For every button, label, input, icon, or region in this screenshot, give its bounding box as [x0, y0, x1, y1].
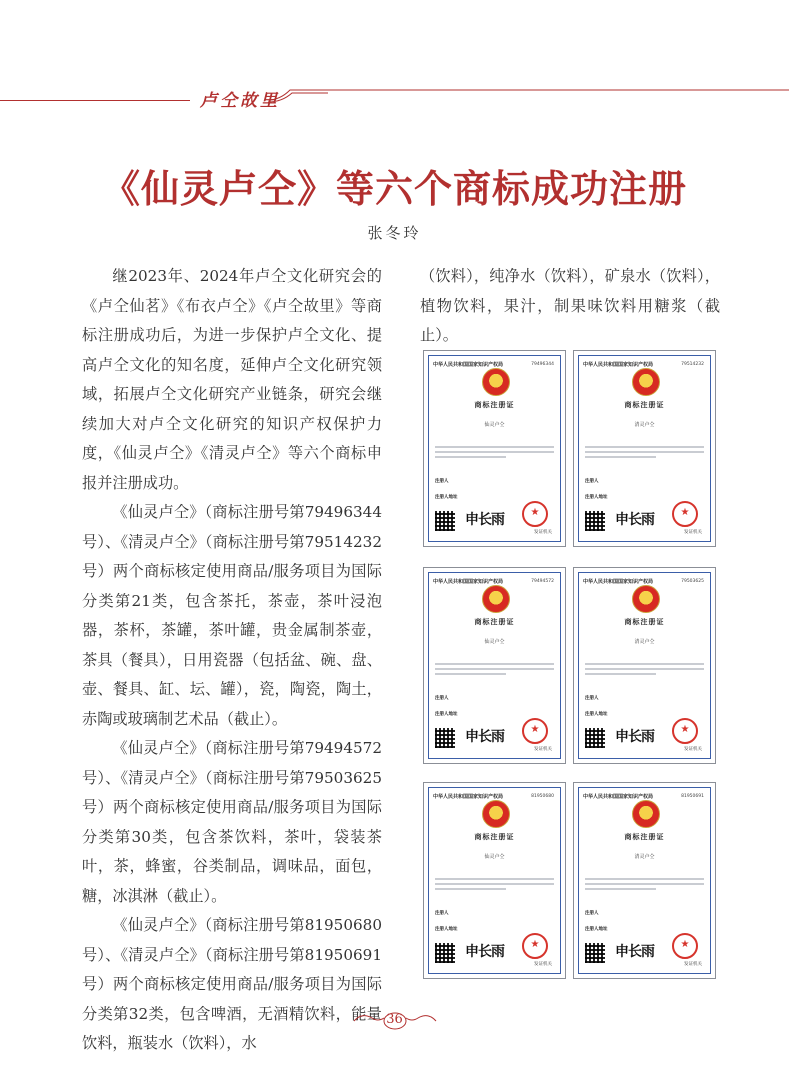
certificate-number: 79503625: [681, 579, 704, 584]
certificate-image: 中华人民共和国国家知识产权局 79514232 商标注册证 清灵卢仝 注册人 注册人地址 申长雨 ★ 发证机关: [573, 350, 716, 547]
signature: 申长雨: [615, 729, 654, 745]
paragraph: 继2023年、2024年卢仝文化研究会的《卢仝仙茗》《布衣卢仝》《卢仝故里》等商标注册成功后，为进一步保护卢仝文化、提高卢仝文化的知名度，延伸卢仝文化研究领域，拓展卢仝文化研究产业链条，研究会继续加大对卢仝文化研究的知识产权保护力度，《仙灵卢仝》《清灵卢仝》等六个商标申报并注册成功。: [82, 267, 382, 492]
qr-code-icon: [585, 728, 605, 748]
national-emblem-icon: [482, 800, 510, 828]
certificate-title: 商标注册证: [624, 400, 665, 409]
certificate-mark: 仙灵卢仝: [484, 854, 505, 860]
national-emblem-icon: [632, 368, 660, 396]
certificate-title: 商标注册证: [474, 617, 515, 626]
paragraph: 《仙灵卢仝》（商标注册号第79494572号）、《清灵卢仝》（商标注册号第79503625号）两个商标核定使用商品/服务项目为国际分类第30类，包含茶饮料，茶叶，袋装茶叶，茶，蜂蜜，谷类制品，调味品，面包，糖，冰淇淋（截止）。: [82, 739, 382, 905]
header-ornament: [268, 84, 789, 114]
national-emblem-icon: [632, 585, 660, 613]
certificate-image: 中华人民共和国国家知识产权局 79503625 商标注册证 清灵卢仝 注册人 注册人地址 申长雨 ★ 发证机关: [573, 567, 716, 764]
paragraph: （饮料），纯净水（饮料），矿泉水（饮料），植物饮料，果汁，制果味饮料用糖浆（截止）。: [420, 267, 720, 344]
certificate-number: 79496344: [531, 362, 554, 367]
certificate-number: 81950680: [531, 794, 554, 799]
official-seal-icon: [672, 933, 698, 959]
certificate-title: 商标注册证: [474, 400, 515, 409]
certificate-number: 81950691: [681, 794, 704, 799]
official-seal-icon: [522, 501, 548, 527]
author-name: 张冬玲: [367, 224, 422, 242]
certificate-image: 中华人民共和国国家知识产权局 81950680 商标注册证 仙灵卢仝 注册人 注册人地址 申长雨 ★ 发证机关: [423, 782, 566, 979]
certificate-mark: 仙灵卢仝: [484, 639, 505, 645]
official-seal-icon: [522, 718, 548, 744]
certificate-number: 79494572: [531, 579, 554, 584]
certificate-title: 商标注册证: [624, 617, 665, 626]
certificate-title: 商标注册证: [624, 832, 665, 841]
certificate-image: 中华人民共和国国家知识产权局 81950691 商标注册证 清灵卢仝 注册人 注册人地址 申长雨 ★ 发证机关: [573, 782, 716, 979]
page-title: 《仙灵卢仝》等六个商标成功注册: [101, 166, 687, 211]
official-seal-icon: [672, 501, 698, 527]
section-label: 卢仝故里: [200, 91, 280, 111]
signature: 申长雨: [465, 944, 504, 960]
certificate-mark: 清灵卢仝: [634, 639, 655, 645]
official-seal-icon: [672, 718, 698, 744]
paragraph: 《仙灵卢仝》（商标注册号第81950680号）、《清灵卢仝》（商标注册号第81950691号）两个商标核定使用商品/服务项目为国际分类第32类，包含啤酒，无酒精饮料，能量饮料，瓶装水（饮料），水: [82, 916, 382, 1052]
certificate-mark: 清灵卢仝: [634, 854, 655, 860]
national-emblem-icon: [482, 585, 510, 613]
national-emblem-icon: [482, 368, 510, 396]
qr-code-icon: [435, 728, 455, 748]
page-number: 36: [386, 1012, 403, 1027]
paragraph: 《仙灵卢仝》（商标注册号第79496344号）、《清灵卢仝》（商标注册号第79514232号）两个商标核定使用商品/服务项目为国际分类第21类，包含茶托，茶壶，茶叶浸泡器，茶杯，茶罐，茶叶罐，贵金属制茶壶，茶具（餐具），日用瓷器（包括盆、碗、盘、壶、餐具、缸、坛、罐），瓷，陶瓷，陶土，赤陶或玻璃制艺术品（截止）。: [82, 503, 382, 728]
qr-code-icon: [435, 943, 455, 963]
certificate-mark: 仙灵卢仝: [484, 422, 505, 428]
certificate-image: 中华人民共和国国家知识产权局 79496344 商标注册证 仙灵卢仝 注册人 注册人地址 申长雨 ★ 发证机关: [423, 350, 566, 547]
certificate-number: 79514232: [681, 362, 704, 367]
qr-code-icon: [585, 943, 605, 963]
national-emblem-icon: [632, 800, 660, 828]
certificate-title: 商标注册证: [474, 832, 515, 841]
signature: 申长雨: [615, 512, 654, 528]
qr-code-icon: [435, 511, 455, 531]
article-body-left: [82, 262, 382, 1059]
header-rule: [0, 100, 190, 101]
official-seal-icon: [522, 933, 548, 959]
signature: 申长雨: [465, 512, 504, 528]
article-body-right: [420, 262, 720, 351]
signature: 申长雨: [465, 729, 504, 745]
certificate-header: 中华人民共和国国家知识产权局: [433, 362, 504, 368]
signature: 申长雨: [615, 944, 654, 960]
certificate-image: 中华人民共和国国家知识产权局 79494572 商标注册证 仙灵卢仝 注册人 注册人地址 申长雨 ★ 发证机关: [423, 567, 566, 764]
certificate-mark: 清灵卢仝: [634, 422, 655, 428]
qr-code-icon: [585, 511, 605, 531]
